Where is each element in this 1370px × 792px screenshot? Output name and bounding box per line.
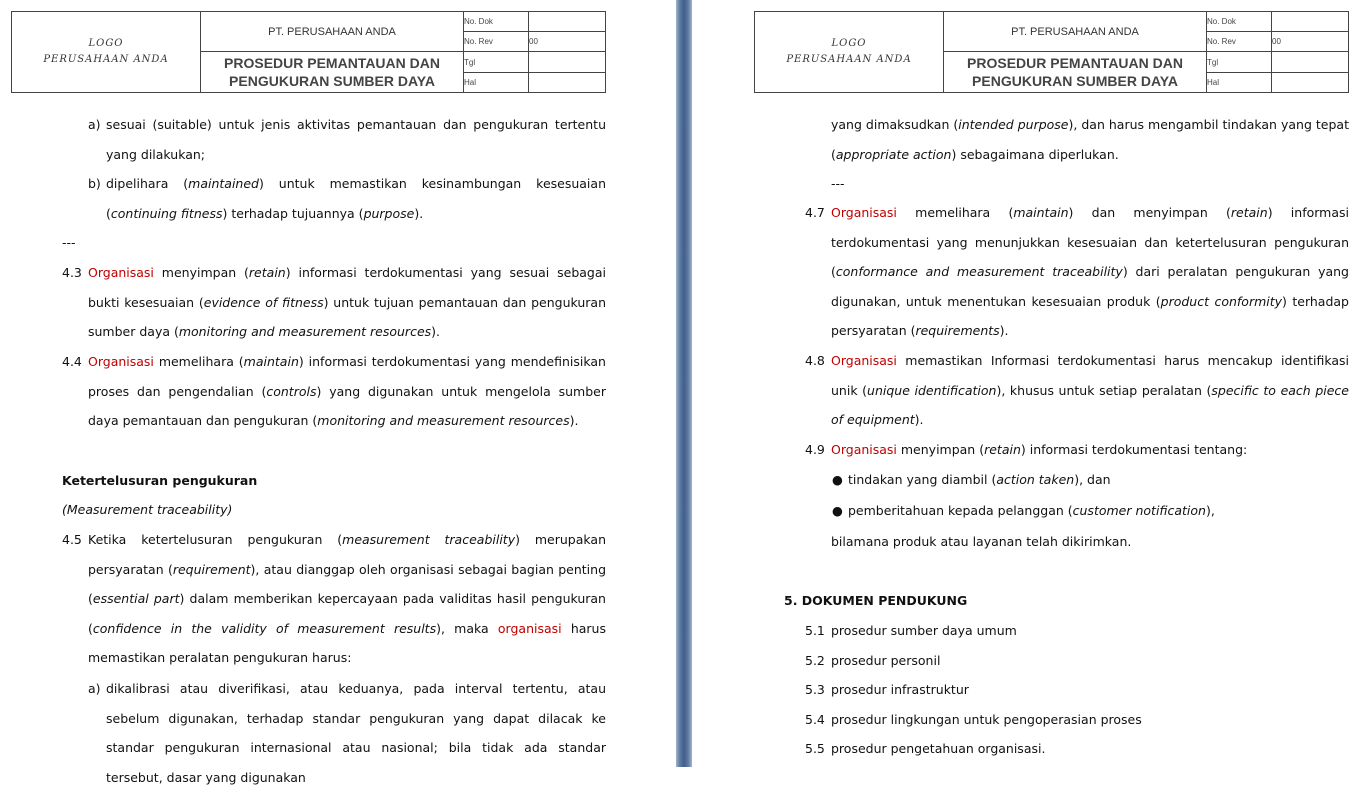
field-value: 00 [1272, 32, 1349, 52]
field-label: No. Rev [464, 32, 529, 52]
field-value [529, 52, 606, 73]
text-run-italic: customer notification [1072, 503, 1206, 518]
text-run-italic: maintained [188, 176, 259, 191]
org-keyword: Organisasi [88, 354, 154, 369]
logo-company-text: PERUSAHAAN ANDA [786, 54, 912, 65]
list-item-b [106, 169, 606, 228]
field-label: No. Rev [1207, 32, 1272, 52]
field-value [1272, 52, 1349, 73]
field-value [1272, 73, 1349, 93]
field-value [529, 12, 606, 32]
document-title [201, 52, 464, 93]
doc-number: 5.4 [805, 712, 825, 727]
doc-number: 5.3 [805, 682, 825, 697]
doc-number: 5.2 [805, 653, 825, 668]
list-item-a [106, 110, 606, 169]
text-run-italic: purpose [363, 205, 415, 221]
section-4-9: Organisasi menyimpan (retain) informasi terdokumentasi tentang: [831, 442, 1248, 457]
doc-item: prosedur pengetahuan organisasi. [831, 741, 1046, 756]
document-title-line: PROSEDUR PEMANTAUAN DAN [224, 55, 440, 71]
field-value [529, 73, 606, 93]
logo-text: LOGO [831, 38, 867, 49]
text-run-italic: continuing fitness [110, 205, 223, 221]
company-name: PT. PERUSAHAAN ANDA [201, 12, 464, 52]
field-label: Tgl [464, 52, 529, 73]
org-keyword: organisasi [497, 620, 562, 636]
list-marker: b) [88, 176, 101, 191]
section-number: 4.3 [62, 265, 82, 280]
company-name: PT. PERUSAHAAN ANDA [944, 12, 1207, 52]
bullet-item [848, 496, 1215, 526]
doc-number: 5.5 [805, 741, 825, 756]
section-number: 4.8 [805, 353, 825, 368]
document-header-table [11, 11, 606, 93]
section-4-8: Organisasi memastikan Informasi terdokumentasi harus mencakup identifikasi unik (unique identification), khusus untuk setiap peralatan (specific to each piece of equipment). [831, 353, 1349, 427]
text-run: ), dan [1074, 472, 1111, 487]
list-marker: a) [88, 681, 101, 696]
company-logo [12, 12, 201, 93]
field-label: Hal [1207, 73, 1272, 93]
section-4-7: Organisasi memelihara (maintain) dan menyimpan (retain) informasi terdokumentasi yang menunjukkan kesesuaian dan ketertelusuran pengukuran (conformance and measurement traceability) dari peralatan pengukuran yang digunakan, untuk menentukan kesesuaian produk (product conformity) terhadap persyaratan (requirements). [831, 205, 1349, 338]
bullet-icon: ● [832, 472, 843, 487]
logo-text: LOGO [88, 38, 124, 49]
field-label: Hal [464, 73, 529, 93]
list-item-text: sesuai (suitable) untuk jenis aktivitas pemantauan dan pengukuran tertentu yang dilakukan; [106, 117, 606, 162]
separator-text: --- [62, 235, 76, 250]
field-label: Tgl [1207, 52, 1272, 73]
doc-item: prosedur personil [831, 653, 941, 668]
list-item-a2: dikalibrasi atau diverifikasi, atau keduanya, pada interval tertentu, atau sebelum digunakan, terhadap standar pengukuran yang dapat dilacak ke standar pengukuran internasional atau nasional; bila tidak ada standar tersebut, dasar yang digunakan [106, 681, 606, 785]
field-label: No. Dok [464, 12, 529, 32]
section-number: 4.4 [62, 354, 82, 369]
bullet-icon: ● [832, 503, 843, 518]
text-run: ) untuk memastikan kesinambungan kesesuaian ( [106, 176, 606, 221]
document-title-line: PROSEDUR PEMANTAUAN DAN [967, 55, 1183, 71]
section-heading: Ketertelusuran pengukuran [62, 473, 258, 488]
page-divider [676, 0, 692, 767]
doc-item: prosedur sumber daya umum [831, 623, 1017, 638]
company-logo [755, 12, 944, 93]
field-label: No. Dok [1207, 12, 1272, 32]
section-number: 4.7 [805, 205, 825, 220]
separator-text: --- [831, 176, 845, 191]
document-title-line: PENGUKURAN SUMBER DAYA [972, 73, 1178, 89]
doc-item: prosedur lingkungan untuk pengoperasian proses [831, 712, 1142, 727]
text-run-italic: action taken [996, 472, 1075, 487]
doc-number: 5.1 [805, 623, 825, 638]
bullet-item [848, 465, 1111, 495]
document-page-left [0, 0, 676, 785]
list-marker: a) [88, 117, 101, 132]
org-keyword: Organisasi [831, 353, 897, 368]
text-run: pemberitahuan kepada pelanggan ( [848, 503, 1073, 518]
org-keyword: Organisasi [88, 265, 154, 280]
section-number: 4.9 [805, 442, 825, 457]
doc-item: prosedur infrastruktur [831, 682, 969, 697]
org-keyword: Organisasi [831, 442, 897, 457]
section-4-3: Organisasi menyimpan (retain) informasi terdokumentasi yang sesuai sebagai bukti kesesuaian (evidence of fitness) untuk tujuan pemantauan dan pengukuran sumber daya (monitoring and measurement resources). [88, 265, 607, 339]
document-title-line: PENGUKURAN SUMBER DAYA [229, 73, 435, 89]
text-run: ) terhadap tujuannya ( [222, 205, 364, 221]
section-number: 4.5 [62, 532, 82, 547]
logo-company-text: PERUSAHAAN ANDA [43, 54, 169, 65]
section-4-4: Organisasi memelihara (maintain) informasi terdokumentasi yang mendefinisikan proses dan pengendalian (controls) yang digunakan untuk mengelola sumber daya pemantauan dan pengukuran (monitoring and measurement resources). [88, 354, 606, 428]
section-heading: 5. DOKUMEN PENDUKUNG [784, 593, 968, 608]
field-value [1272, 12, 1349, 32]
text-run: ). [414, 205, 424, 221]
section-subheading: (Measurement traceability) [62, 502, 233, 517]
text-run: dipelihara ( [106, 176, 189, 191]
section-4-5: Ketika ketertelusuran pengukuran (measurement traceability) merupakan persyaratan (requirement), atau dianggap oleh organisasi sebagai bagian penting (essential part) dalam memberikan kepercayaan pada validitas hasil pengukuran (confidence in the validity of measurement results), maka organisasi harus memastikan peralatan pengukuran harus: [88, 532, 607, 665]
document-title [944, 52, 1207, 93]
document-page-right [692, 0, 1370, 767]
text-run: tindakan yang diambil ( [848, 472, 997, 487]
section-4-6-continued: yang dimaksudkan (intended purpose), dan harus mengambil tindakan yang tepat (appropriate action) sebagaimana diperlukan. [831, 117, 1349, 162]
text-run: ), [1205, 503, 1215, 518]
field-value: 00 [529, 32, 606, 52]
closing-text: bilamana produk atau layanan telah dikirimkan. [831, 534, 1132, 549]
document-header-table [754, 11, 1349, 93]
org-keyword: Organisasi [831, 205, 897, 220]
